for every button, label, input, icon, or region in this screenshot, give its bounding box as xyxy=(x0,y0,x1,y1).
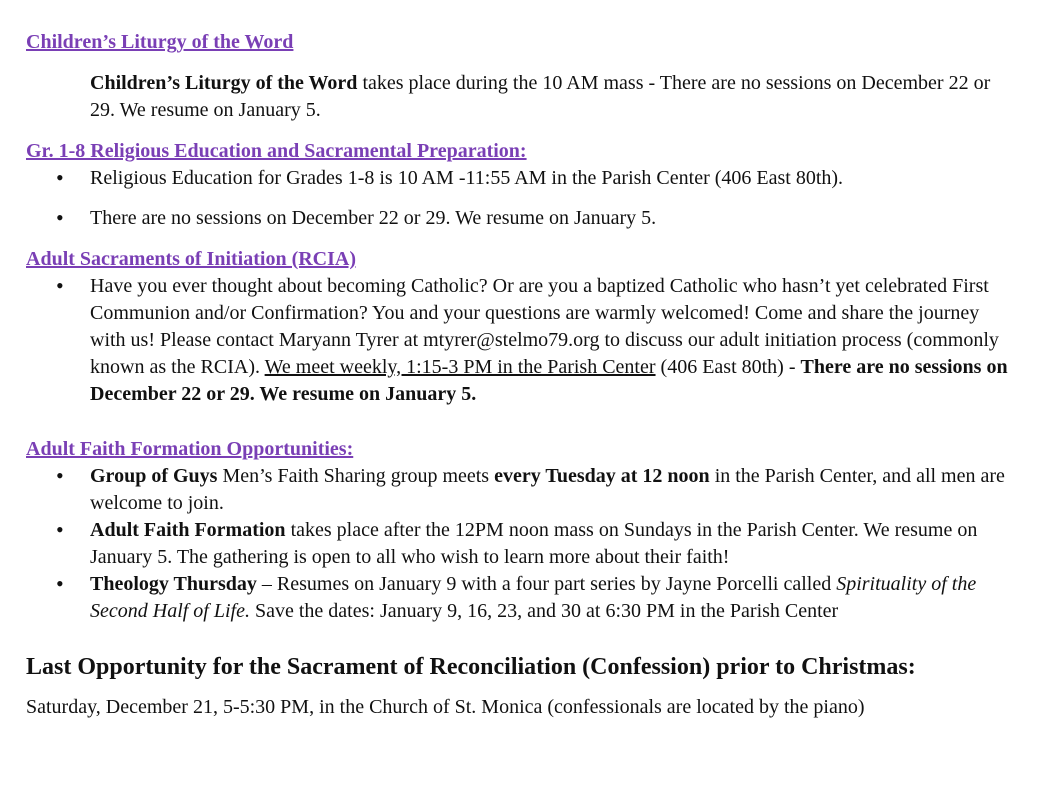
adult-faith-heading[interactable]: Adult Faith Formation Opportunities: xyxy=(26,438,354,460)
rcia-meeting-time: We meet weekly, 1:15-3 PM in the Parish Center xyxy=(264,356,656,378)
theology-thursday-label: Theology Thursday xyxy=(90,573,257,595)
series-title: Spirituality of the Second Half of Life. xyxy=(90,573,977,622)
rcia-list xyxy=(26,273,1016,408)
group-of-guys-label: Group of Guys xyxy=(90,465,218,487)
rcia-location: (406 East 80th) - xyxy=(655,356,801,378)
rcia-no-sessions: There are no sessions on December 22 or 29. We resume on January 5. xyxy=(90,356,1008,405)
list-item xyxy=(26,463,1016,517)
list-item xyxy=(26,571,1016,625)
list-item xyxy=(26,273,1016,408)
childrens-liturgy-heading[interactable]: Children’s Liturgy of the Word xyxy=(26,31,294,53)
rcia-body: Have you ever thought about becoming Catholic? Or are you a baptized Catholic who hasn’t yet celebrated First Communion and/or Confirmation? You and your questions are warmly welcomed! Come and share the journey with us! Please contact Maryann Tyrer at mtyrer@stelmo79.org to discuss our adult initiation process (commonly known as the RCIA). xyxy=(90,275,999,378)
list-item: • Religious Education for Grades 1-8 is 10 AM -11:55 AM in the Parish Center (406 East 80th). xyxy=(26,165,1016,192)
theology-thursday-text: – Resumes on January 9 with a four part series by Jayne Porcelli called xyxy=(256,573,837,595)
adult-faith-formation-label: Adult Faith Formation xyxy=(90,519,286,541)
religious-ed-list xyxy=(26,165,1016,232)
reconciliation-heading: Last Opportunity for the Sacrament of Reconciliation (Confession) prior to Christmas: xyxy=(26,654,916,680)
list-item xyxy=(26,517,1016,571)
theology-thursday-dates: Save the dates: January 9, 16, 23, and 30 at 6:30 PM in the Parish Center xyxy=(249,600,839,622)
reconciliation-text: Saturday, December 21, 5-5:30 PM, in the Church of St. Monica (confessionals are located by the piano) xyxy=(26,696,865,718)
adult-faith-list xyxy=(26,463,1016,625)
bulletin-page xyxy=(26,28,1016,721)
childrens-liturgy-body: takes place during the 10 AM mass - There are no sessions on December 22 or 29. We resume on January 5. xyxy=(90,72,991,121)
childrens-liturgy-text xyxy=(90,70,1016,124)
list-item: • There are no sessions on December 22 or 29. We resume on January 5. xyxy=(26,205,1016,232)
group-of-guys-text-end: in the Parish Center, and all men are welcome to join. xyxy=(90,465,1005,514)
group-of-guys-time: every Tuesday at 12 noon xyxy=(494,465,710,487)
adult-faith-formation-text: takes place after the 12PM noon mass on Sundays in the Parish Center. We resume on January 5. The gathering is open to all who wish to learn more about their faith! xyxy=(90,519,978,568)
childrens-liturgy-bold-lead: Children’s Liturgy of the Word xyxy=(90,72,358,94)
rcia-heading[interactable]: Adult Sacraments of Initiation (RCIA) xyxy=(26,248,356,270)
group-of-guys-text: Men’s Faith Sharing group meets xyxy=(217,465,495,487)
religious-ed-heading[interactable]: Gr. 1-8 Religious Education and Sacramental Preparation: xyxy=(26,140,527,162)
